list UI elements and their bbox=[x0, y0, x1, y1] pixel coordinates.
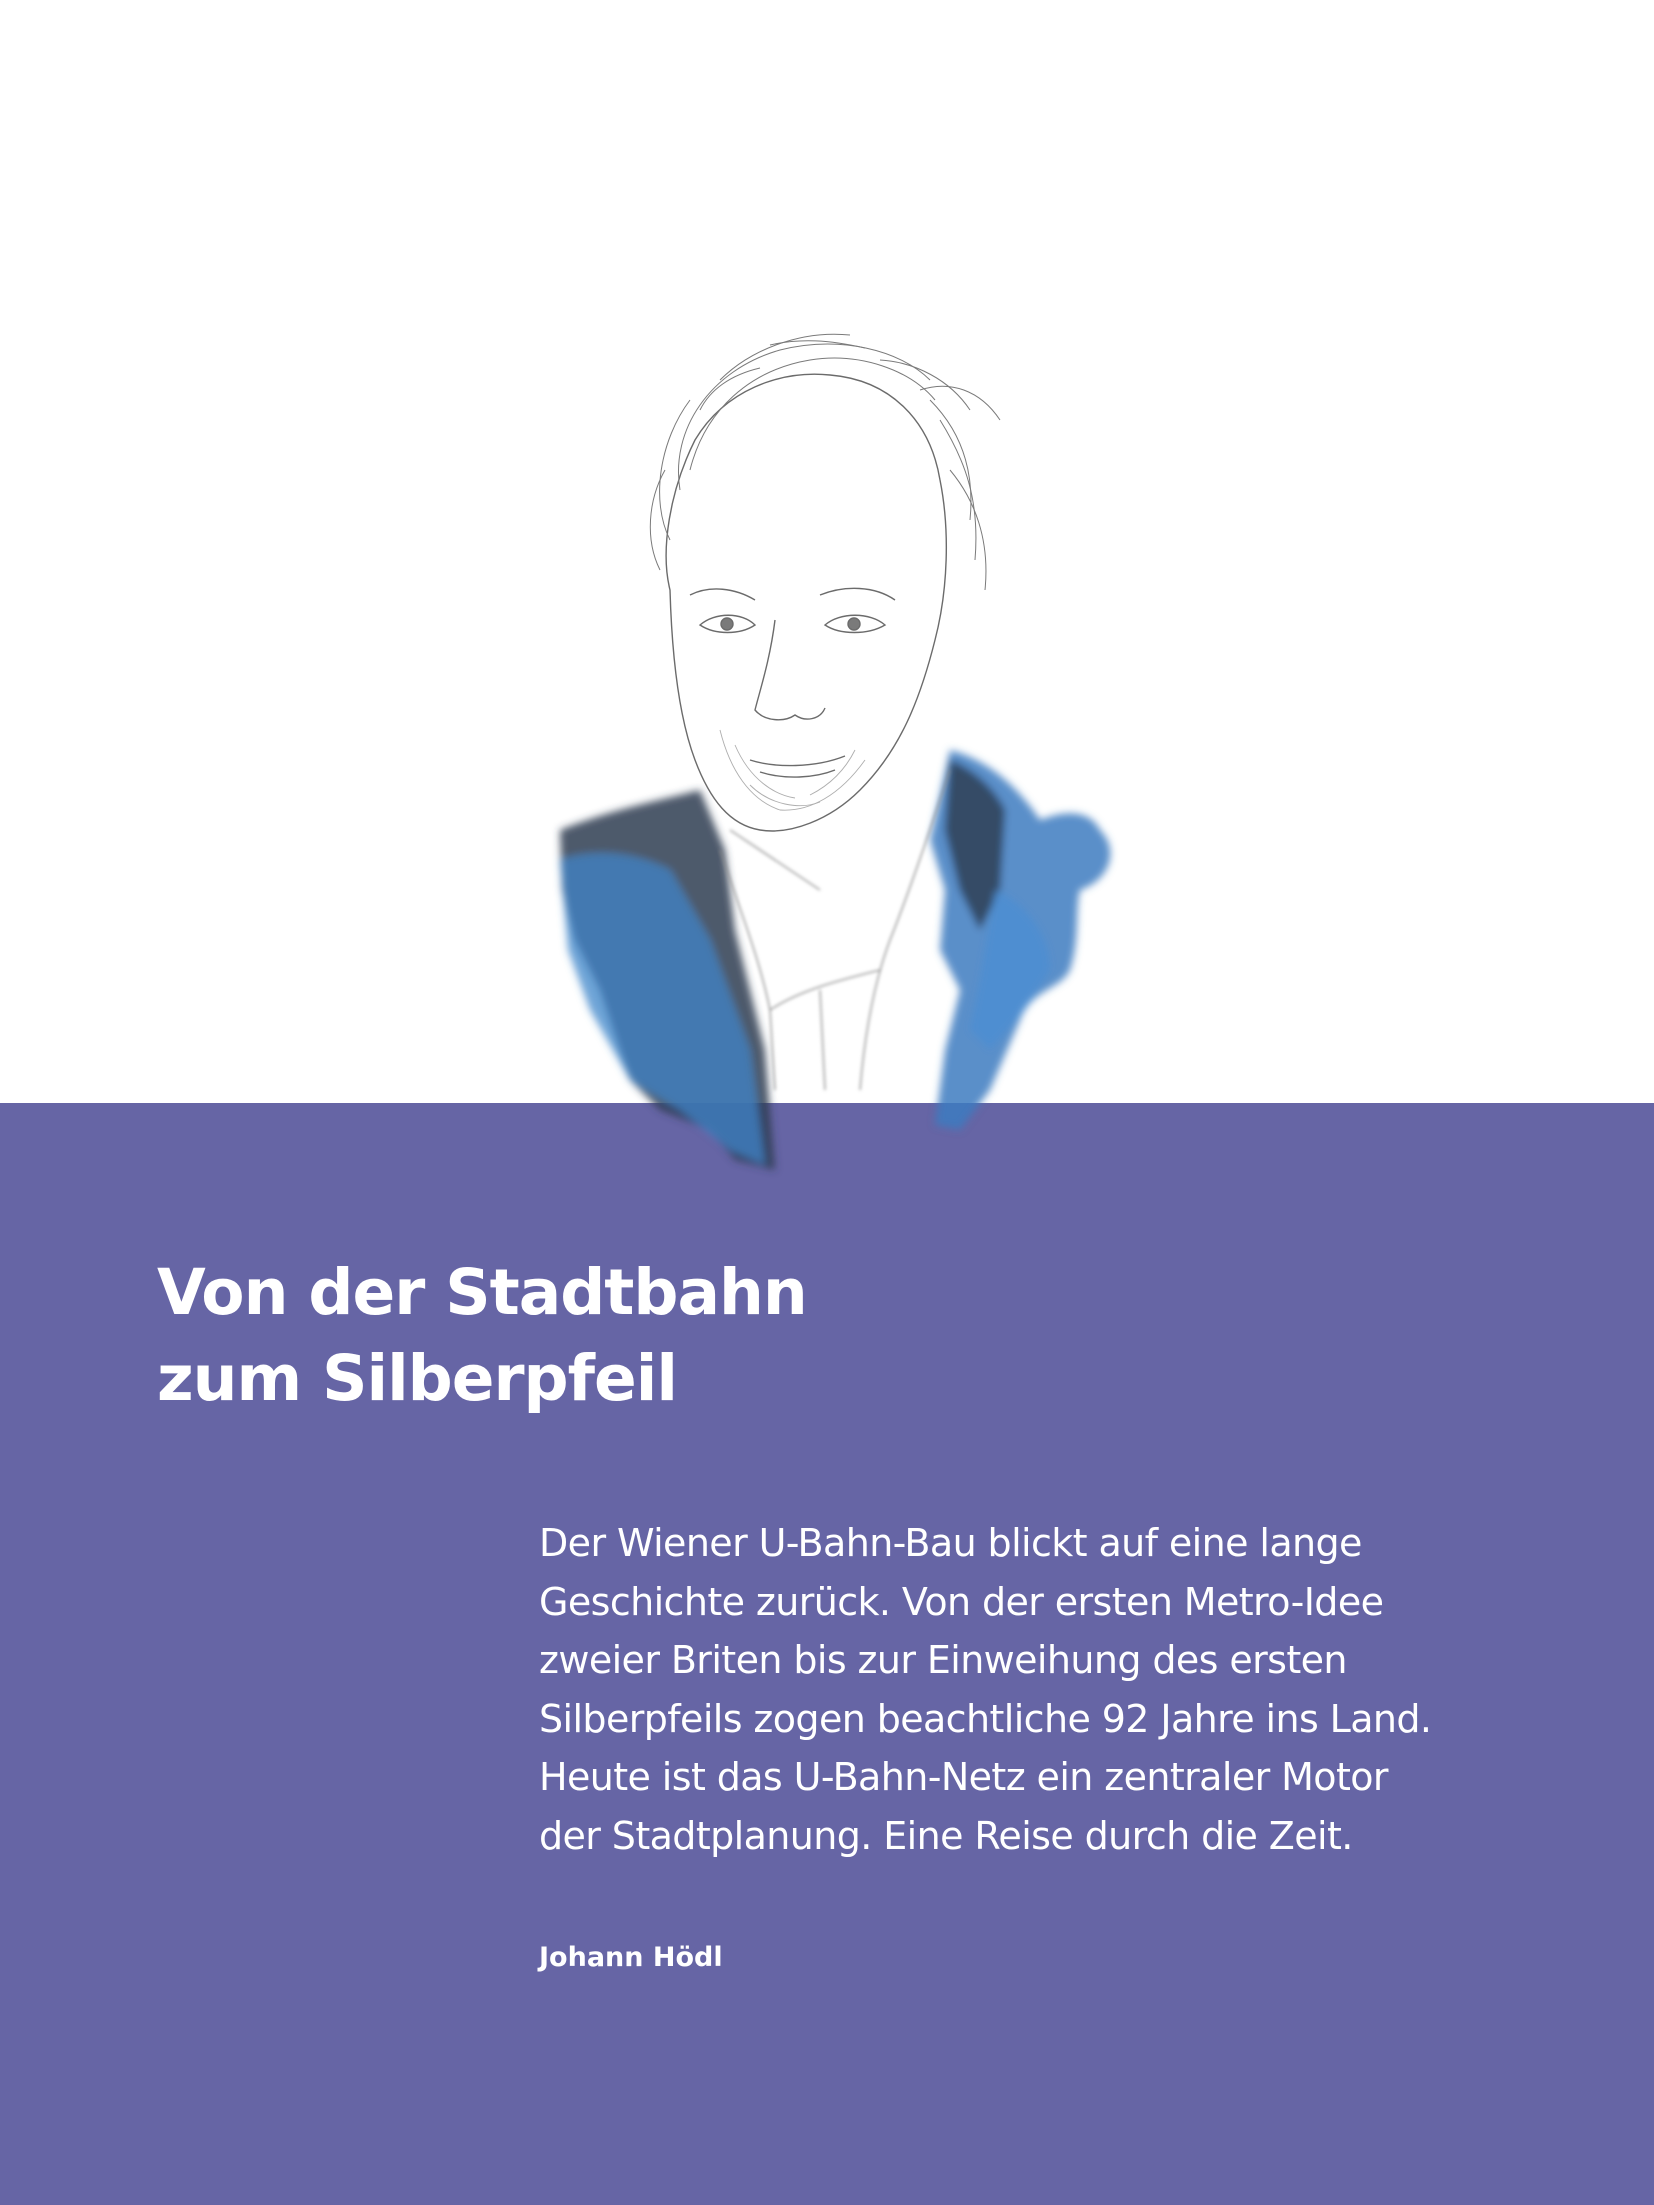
lead-line: Heute ist das U-Bahn-Netz ein zentraler Motor bbox=[539, 1755, 1388, 1799]
title-line: Von der Stadtbahn bbox=[157, 1256, 807, 1329]
title-line: zum Silberpfeil bbox=[157, 1342, 677, 1415]
lead-line: zweier Briten bis zur Einweihung des ersten bbox=[539, 1638, 1347, 1682]
article-title bbox=[157, 1250, 1057, 1422]
author-name: Johann Hödl bbox=[539, 1942, 723, 1973]
lead-line: Silberpfeils zogen beachtliche 92 Jahre ins Land. bbox=[539, 1696, 1432, 1741]
article-lead bbox=[539, 1514, 1549, 1865]
sketch-portrait-illustration bbox=[520, 290, 1170, 1190]
lead-line: der Stadtplanung. Eine Reise durch die Zeit. bbox=[539, 1813, 1353, 1858]
lead-line: Geschichte zurück. Von der ersten Metro-Idee bbox=[539, 1579, 1384, 1624]
lead-line: Der Wiener U-Bahn-Bau blickt auf eine lange bbox=[539, 1521, 1362, 1565]
